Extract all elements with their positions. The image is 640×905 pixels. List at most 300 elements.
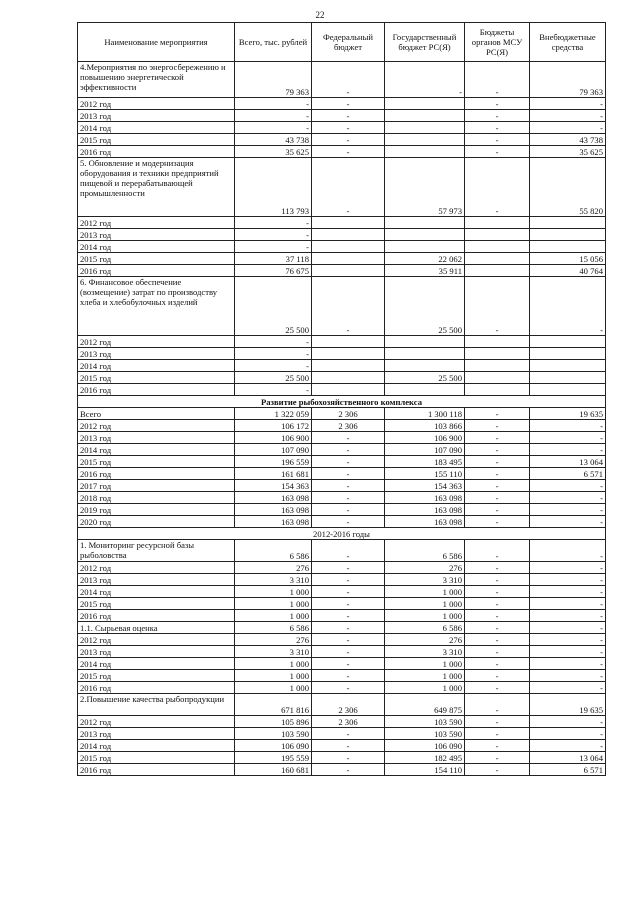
cell-federal: - [312, 277, 385, 336]
cell-activity-name: 2018 год [78, 492, 235, 504]
cell-federal: - [312, 598, 385, 610]
cell-total: 79 363 [235, 62, 312, 98]
cell-total: 1 000 [235, 610, 312, 622]
cell-federal [312, 217, 385, 229]
cell-activity-name: 1.1. Сырьевая оценка [78, 622, 235, 634]
cell-extrabudgetary: - [530, 444, 606, 456]
cell-federal: - [312, 468, 385, 480]
cell-federal: - [312, 516, 385, 528]
header-municipal-budget: Бюджеты органов МСУ РС(Я) [465, 23, 530, 62]
cell-total: 35 625 [235, 146, 312, 158]
cell-total: 6 586 [235, 622, 312, 634]
cell-total: 25 500 [235, 277, 312, 336]
cell-total: 195 559 [235, 752, 312, 764]
cell-extrabudgetary: - [530, 98, 606, 110]
cell-state [385, 122, 465, 134]
cell-extrabudgetary: - [530, 562, 606, 574]
cell-extrabudgetary: - [530, 586, 606, 598]
cell-municipal: - [465, 598, 530, 610]
table-row [78, 468, 606, 480]
cell-federal [312, 229, 385, 241]
cell-activity-name: 2013 год [78, 110, 235, 122]
cell-municipal: - [465, 516, 530, 528]
cell-state: - [385, 62, 465, 98]
cell-municipal: - [465, 586, 530, 598]
cell-total: 1 000 [235, 598, 312, 610]
cell-activity-name: 2014 год [78, 241, 235, 253]
table-row [78, 562, 606, 574]
cell-total: - [235, 122, 312, 134]
cell-municipal: - [465, 658, 530, 670]
cell-activity-name: 2016 год [78, 764, 235, 776]
cell-extrabudgetary [530, 360, 606, 372]
cell-total: 276 [235, 634, 312, 646]
cell-state: 1 000 [385, 670, 465, 682]
header-state-budget: Государственный бюджет РС(Я) [385, 23, 465, 62]
cell-total: 25 500 [235, 372, 312, 384]
table-row [78, 456, 606, 468]
cell-municipal: - [465, 622, 530, 634]
table-row [78, 146, 606, 158]
cell-extrabudgetary: - [530, 480, 606, 492]
cell-federal: - [312, 610, 385, 622]
cell-total: 113 793 [235, 158, 312, 217]
cell-municipal: - [465, 432, 530, 444]
cell-extrabudgetary: 19 635 [530, 694, 606, 716]
cell-activity-name: 2012 год [78, 562, 235, 574]
cell-state [385, 384, 465, 396]
cell-extrabudgetary: 40 764 [530, 265, 606, 277]
cell-state: 103 590 [385, 728, 465, 740]
cell-federal [312, 253, 385, 265]
cell-state: 22 062 [385, 253, 465, 265]
table-row [78, 740, 606, 752]
cell-state: 1 000 [385, 586, 465, 598]
cell-extrabudgetary: 6 571 [530, 764, 606, 776]
cell-total: 3 310 [235, 646, 312, 658]
table-row [78, 348, 606, 360]
cell-extrabudgetary [530, 348, 606, 360]
cell-federal [312, 265, 385, 277]
section-title: Развитие рыбохозяйственного комплекса [78, 396, 606, 408]
cell-extrabudgetary: - [530, 670, 606, 682]
cell-extrabudgetary: 43 738 [530, 134, 606, 146]
cell-activity-name: 4.Мероприятия по энергосбережению и повышению энергетической эффективности [78, 62, 235, 98]
cell-extrabudgetary: - [530, 540, 606, 562]
cell-state: 107 090 [385, 444, 465, 456]
section-header-row [78, 396, 606, 408]
cell-state: 154 363 [385, 480, 465, 492]
cell-municipal: - [465, 728, 530, 740]
cell-municipal: - [465, 740, 530, 752]
table-row [78, 336, 606, 348]
cell-municipal: - [465, 468, 530, 480]
cell-federal: - [312, 62, 385, 98]
cell-state: 649 875 [385, 694, 465, 716]
table-row [78, 480, 606, 492]
cell-municipal: - [465, 146, 530, 158]
cell-activity-name: 2016 год [78, 682, 235, 694]
table-row [78, 658, 606, 670]
cell-total: 6 586 [235, 540, 312, 562]
cell-activity-name: 2013 год [78, 646, 235, 658]
table-row [78, 110, 606, 122]
cell-federal: - [312, 646, 385, 658]
table-row [78, 98, 606, 110]
table-row [78, 372, 606, 384]
cell-municipal: - [465, 562, 530, 574]
cell-total: 161 681 [235, 468, 312, 480]
cell-activity-name: 2014 год [78, 444, 235, 456]
table-row [78, 694, 606, 716]
cell-state: 103 866 [385, 420, 465, 432]
cell-municipal: - [465, 682, 530, 694]
cell-total: 154 363 [235, 480, 312, 492]
cell-federal: 2 306 [312, 420, 385, 432]
cell-activity-name: 2017 год [78, 480, 235, 492]
table-row [78, 265, 606, 277]
cell-total: 1 000 [235, 658, 312, 670]
header-activity-name: Наименование мероприятия [78, 23, 235, 62]
table-row [78, 516, 606, 528]
table-row [78, 646, 606, 658]
cell-extrabudgetary: 55 820 [530, 158, 606, 217]
cell-municipal [465, 241, 530, 253]
cell-federal: - [312, 456, 385, 468]
cell-federal [312, 360, 385, 372]
table-row [78, 682, 606, 694]
cell-activity-name: 2013 год [78, 432, 235, 444]
cell-federal: - [312, 586, 385, 598]
table-row [78, 122, 606, 134]
cell-federal: - [312, 752, 385, 764]
cell-total: 163 098 [235, 504, 312, 516]
cell-municipal: - [465, 456, 530, 468]
cell-activity-name: 2013 год [78, 574, 235, 586]
cell-municipal: - [465, 62, 530, 98]
cell-extrabudgetary: - [530, 610, 606, 622]
cell-state: 25 500 [385, 372, 465, 384]
cell-total: 106 090 [235, 740, 312, 752]
table-row [78, 277, 606, 336]
table-row [78, 764, 606, 776]
table-row [78, 158, 606, 217]
cell-total: - [235, 217, 312, 229]
cell-total: - [235, 360, 312, 372]
cell-total: 107 090 [235, 444, 312, 456]
cell-total: 196 559 [235, 456, 312, 468]
cell-state: 1 000 [385, 658, 465, 670]
cell-extrabudgetary: - [530, 277, 606, 336]
cell-municipal: - [465, 408, 530, 420]
cell-extrabudgetary [530, 229, 606, 241]
cell-extrabudgetary: - [530, 598, 606, 610]
cell-activity-name: 2014 год [78, 658, 235, 670]
cell-extrabudgetary: 79 363 [530, 62, 606, 98]
cell-federal: - [312, 574, 385, 586]
cell-extrabudgetary: 13 064 [530, 752, 606, 764]
cell-total: - [235, 336, 312, 348]
table-row [78, 134, 606, 146]
table-row [78, 444, 606, 456]
cell-total: 1 322 059 [235, 408, 312, 420]
cell-total: 671 816 [235, 694, 312, 716]
cell-activity-name: 2013 год [78, 229, 235, 241]
header-federal-budget: Федеральный бюджет [312, 23, 385, 62]
cell-state [385, 110, 465, 122]
cell-federal: 2 306 [312, 408, 385, 420]
cell-activity-name: 2014 год [78, 122, 235, 134]
table-row [78, 432, 606, 444]
table-row [78, 62, 606, 98]
cell-activity-name: 2013 год [78, 348, 235, 360]
cell-municipal: - [465, 480, 530, 492]
table-row [78, 610, 606, 622]
cell-extrabudgetary: - [530, 646, 606, 658]
cell-federal: - [312, 728, 385, 740]
cell-total: 3 310 [235, 574, 312, 586]
cell-activity-name: 2016 год [78, 146, 235, 158]
cell-total: 1 000 [235, 670, 312, 682]
page-number: 22 [315, 10, 325, 20]
table-row [78, 716, 606, 728]
cell-state [385, 217, 465, 229]
table-row [78, 420, 606, 432]
cell-extrabudgetary: - [530, 420, 606, 432]
cell-activity-name: 2020 год [78, 516, 235, 528]
table-row [78, 586, 606, 598]
table-header-row [78, 23, 606, 62]
table-row [78, 360, 606, 372]
cell-federal: - [312, 658, 385, 670]
cell-activity-name: 2012 год [78, 98, 235, 110]
cell-state: 1 000 [385, 682, 465, 694]
cell-federal [312, 348, 385, 360]
cell-activity-name: 2014 год [78, 360, 235, 372]
cell-activity-name: 2019 год [78, 504, 235, 516]
table-row [78, 670, 606, 682]
cell-municipal [465, 348, 530, 360]
table-row [78, 574, 606, 586]
cell-extrabudgetary [530, 241, 606, 253]
cell-federal: - [312, 110, 385, 122]
cell-extrabudgetary: - [530, 716, 606, 728]
cell-state [385, 146, 465, 158]
cell-activity-name: 2012 год [78, 217, 235, 229]
cell-activity-name: 2016 год [78, 265, 235, 277]
cell-federal: - [312, 670, 385, 682]
table-row [78, 217, 606, 229]
table-row [78, 384, 606, 396]
table-row [78, 540, 606, 562]
cell-federal: - [312, 682, 385, 694]
cell-municipal [465, 372, 530, 384]
cell-total: - [235, 241, 312, 253]
table-row [78, 504, 606, 516]
table-row [78, 752, 606, 764]
cell-activity-name: 2016 год [78, 384, 235, 396]
cell-federal: 2 306 [312, 716, 385, 728]
cell-state [385, 348, 465, 360]
cell-activity-name: 2012 год [78, 634, 235, 646]
cell-municipal [465, 336, 530, 348]
cell-total: 163 098 [235, 516, 312, 528]
cell-municipal [465, 360, 530, 372]
cell-municipal: - [465, 492, 530, 504]
cell-extrabudgetary: - [530, 432, 606, 444]
cell-federal: - [312, 134, 385, 146]
cell-activity-name: 2015 год [78, 598, 235, 610]
cell-federal [312, 241, 385, 253]
cell-state: 1 300 118 [385, 408, 465, 420]
cell-federal: - [312, 98, 385, 110]
cell-federal: - [312, 562, 385, 574]
cell-federal: 2 306 [312, 694, 385, 716]
cell-state [385, 241, 465, 253]
cell-municipal: - [465, 634, 530, 646]
table-row [78, 229, 606, 241]
cell-municipal [465, 384, 530, 396]
cell-federal: - [312, 492, 385, 504]
cell-municipal: - [465, 98, 530, 110]
cell-total: 160 681 [235, 764, 312, 776]
cell-extrabudgetary: - [530, 740, 606, 752]
cell-municipal: - [465, 504, 530, 516]
cell-activity-name: 2.Повышение качества рыбопродукции [78, 694, 235, 716]
section-header-row [78, 528, 606, 540]
cell-federal: - [312, 480, 385, 492]
table-row [78, 634, 606, 646]
cell-municipal: - [465, 670, 530, 682]
table-row [78, 622, 606, 634]
cell-extrabudgetary: - [530, 504, 606, 516]
cell-municipal: - [465, 420, 530, 432]
table-row [78, 253, 606, 265]
cell-extrabudgetary: - [530, 110, 606, 122]
cell-extrabudgetary: 35 625 [530, 146, 606, 158]
cell-federal: - [312, 740, 385, 752]
cell-federal: - [312, 122, 385, 134]
cell-total: - [235, 110, 312, 122]
table-row [78, 241, 606, 253]
cell-federal: - [312, 158, 385, 217]
cell-state: 6 586 [385, 622, 465, 634]
cell-activity-name: 5. Обновление и модернизация оборудования и техники предприятий пищевой и перерабатывающей промышленности [78, 158, 235, 217]
cell-municipal [465, 253, 530, 265]
cell-extrabudgetary: - [530, 622, 606, 634]
cell-extrabudgetary: 15 056 [530, 253, 606, 265]
cell-municipal: - [465, 110, 530, 122]
cell-municipal: - [465, 277, 530, 336]
cell-federal: - [312, 634, 385, 646]
cell-municipal: - [465, 134, 530, 146]
cell-municipal [465, 229, 530, 241]
cell-extrabudgetary [530, 336, 606, 348]
cell-federal: - [312, 622, 385, 634]
table-row [78, 598, 606, 610]
cell-total: 1 000 [235, 586, 312, 598]
cell-extrabudgetary: - [530, 634, 606, 646]
cell-state: 35 911 [385, 265, 465, 277]
cell-state: 25 500 [385, 277, 465, 336]
cell-state [385, 134, 465, 146]
cell-extrabudgetary [530, 384, 606, 396]
cell-state: 1 000 [385, 598, 465, 610]
table-row [78, 728, 606, 740]
cell-state [385, 229, 465, 241]
cell-state: 3 310 [385, 574, 465, 586]
cell-municipal: - [465, 764, 530, 776]
cell-municipal: - [465, 540, 530, 562]
cell-federal [312, 372, 385, 384]
cell-federal: - [312, 764, 385, 776]
cell-federal [312, 384, 385, 396]
cell-state: 57 973 [385, 158, 465, 217]
cell-extrabudgetary [530, 217, 606, 229]
cell-municipal: - [465, 716, 530, 728]
cell-total: 37 118 [235, 253, 312, 265]
cell-extrabudgetary: - [530, 658, 606, 670]
cell-total: 276 [235, 562, 312, 574]
cell-municipal [465, 217, 530, 229]
cell-federal: - [312, 444, 385, 456]
cell-federal [312, 336, 385, 348]
cell-total: - [235, 384, 312, 396]
cell-total: - [235, 229, 312, 241]
cell-extrabudgetary: 19 635 [530, 408, 606, 420]
cell-state: 276 [385, 634, 465, 646]
cell-state: 182 495 [385, 752, 465, 764]
cell-municipal [465, 265, 530, 277]
cell-municipal: - [465, 444, 530, 456]
cell-municipal: - [465, 646, 530, 658]
table-body [78, 62, 606, 776]
cell-state: 3 310 [385, 646, 465, 658]
cell-activity-name: 2015 год [78, 253, 235, 265]
cell-extrabudgetary: - [530, 516, 606, 528]
cell-activity-name: 2015 год [78, 134, 235, 146]
cell-extrabudgetary: - [530, 122, 606, 134]
section-title: 2012-2016 годы [78, 528, 606, 540]
cell-municipal: - [465, 122, 530, 134]
cell-extrabudgetary: 13 064 [530, 456, 606, 468]
cell-state: 183 495 [385, 456, 465, 468]
table-row [78, 408, 606, 420]
cell-state [385, 360, 465, 372]
cell-municipal: - [465, 610, 530, 622]
cell-federal: - [312, 432, 385, 444]
cell-municipal: - [465, 158, 530, 217]
cell-total: 103 590 [235, 728, 312, 740]
budget-table [77, 22, 606, 776]
header-total: Всего, тыс. рублей [235, 23, 312, 62]
cell-municipal: - [465, 752, 530, 764]
cell-state: 106 090 [385, 740, 465, 752]
cell-state: 103 590 [385, 716, 465, 728]
cell-municipal: - [465, 694, 530, 716]
cell-total: 76 675 [235, 265, 312, 277]
cell-total: 105 896 [235, 716, 312, 728]
cell-state: 163 098 [385, 516, 465, 528]
cell-total: 43 738 [235, 134, 312, 146]
table-row [78, 492, 606, 504]
cell-state: 154 110 [385, 764, 465, 776]
cell-activity-name: 6. Финансовое обеспечение (возмещение) затрат по производству хлеба и хлебобулочных изделий [78, 277, 235, 336]
cell-federal: - [312, 540, 385, 562]
cell-total: - [235, 98, 312, 110]
cell-activity-name: 2016 год [78, 610, 235, 622]
cell-state [385, 336, 465, 348]
